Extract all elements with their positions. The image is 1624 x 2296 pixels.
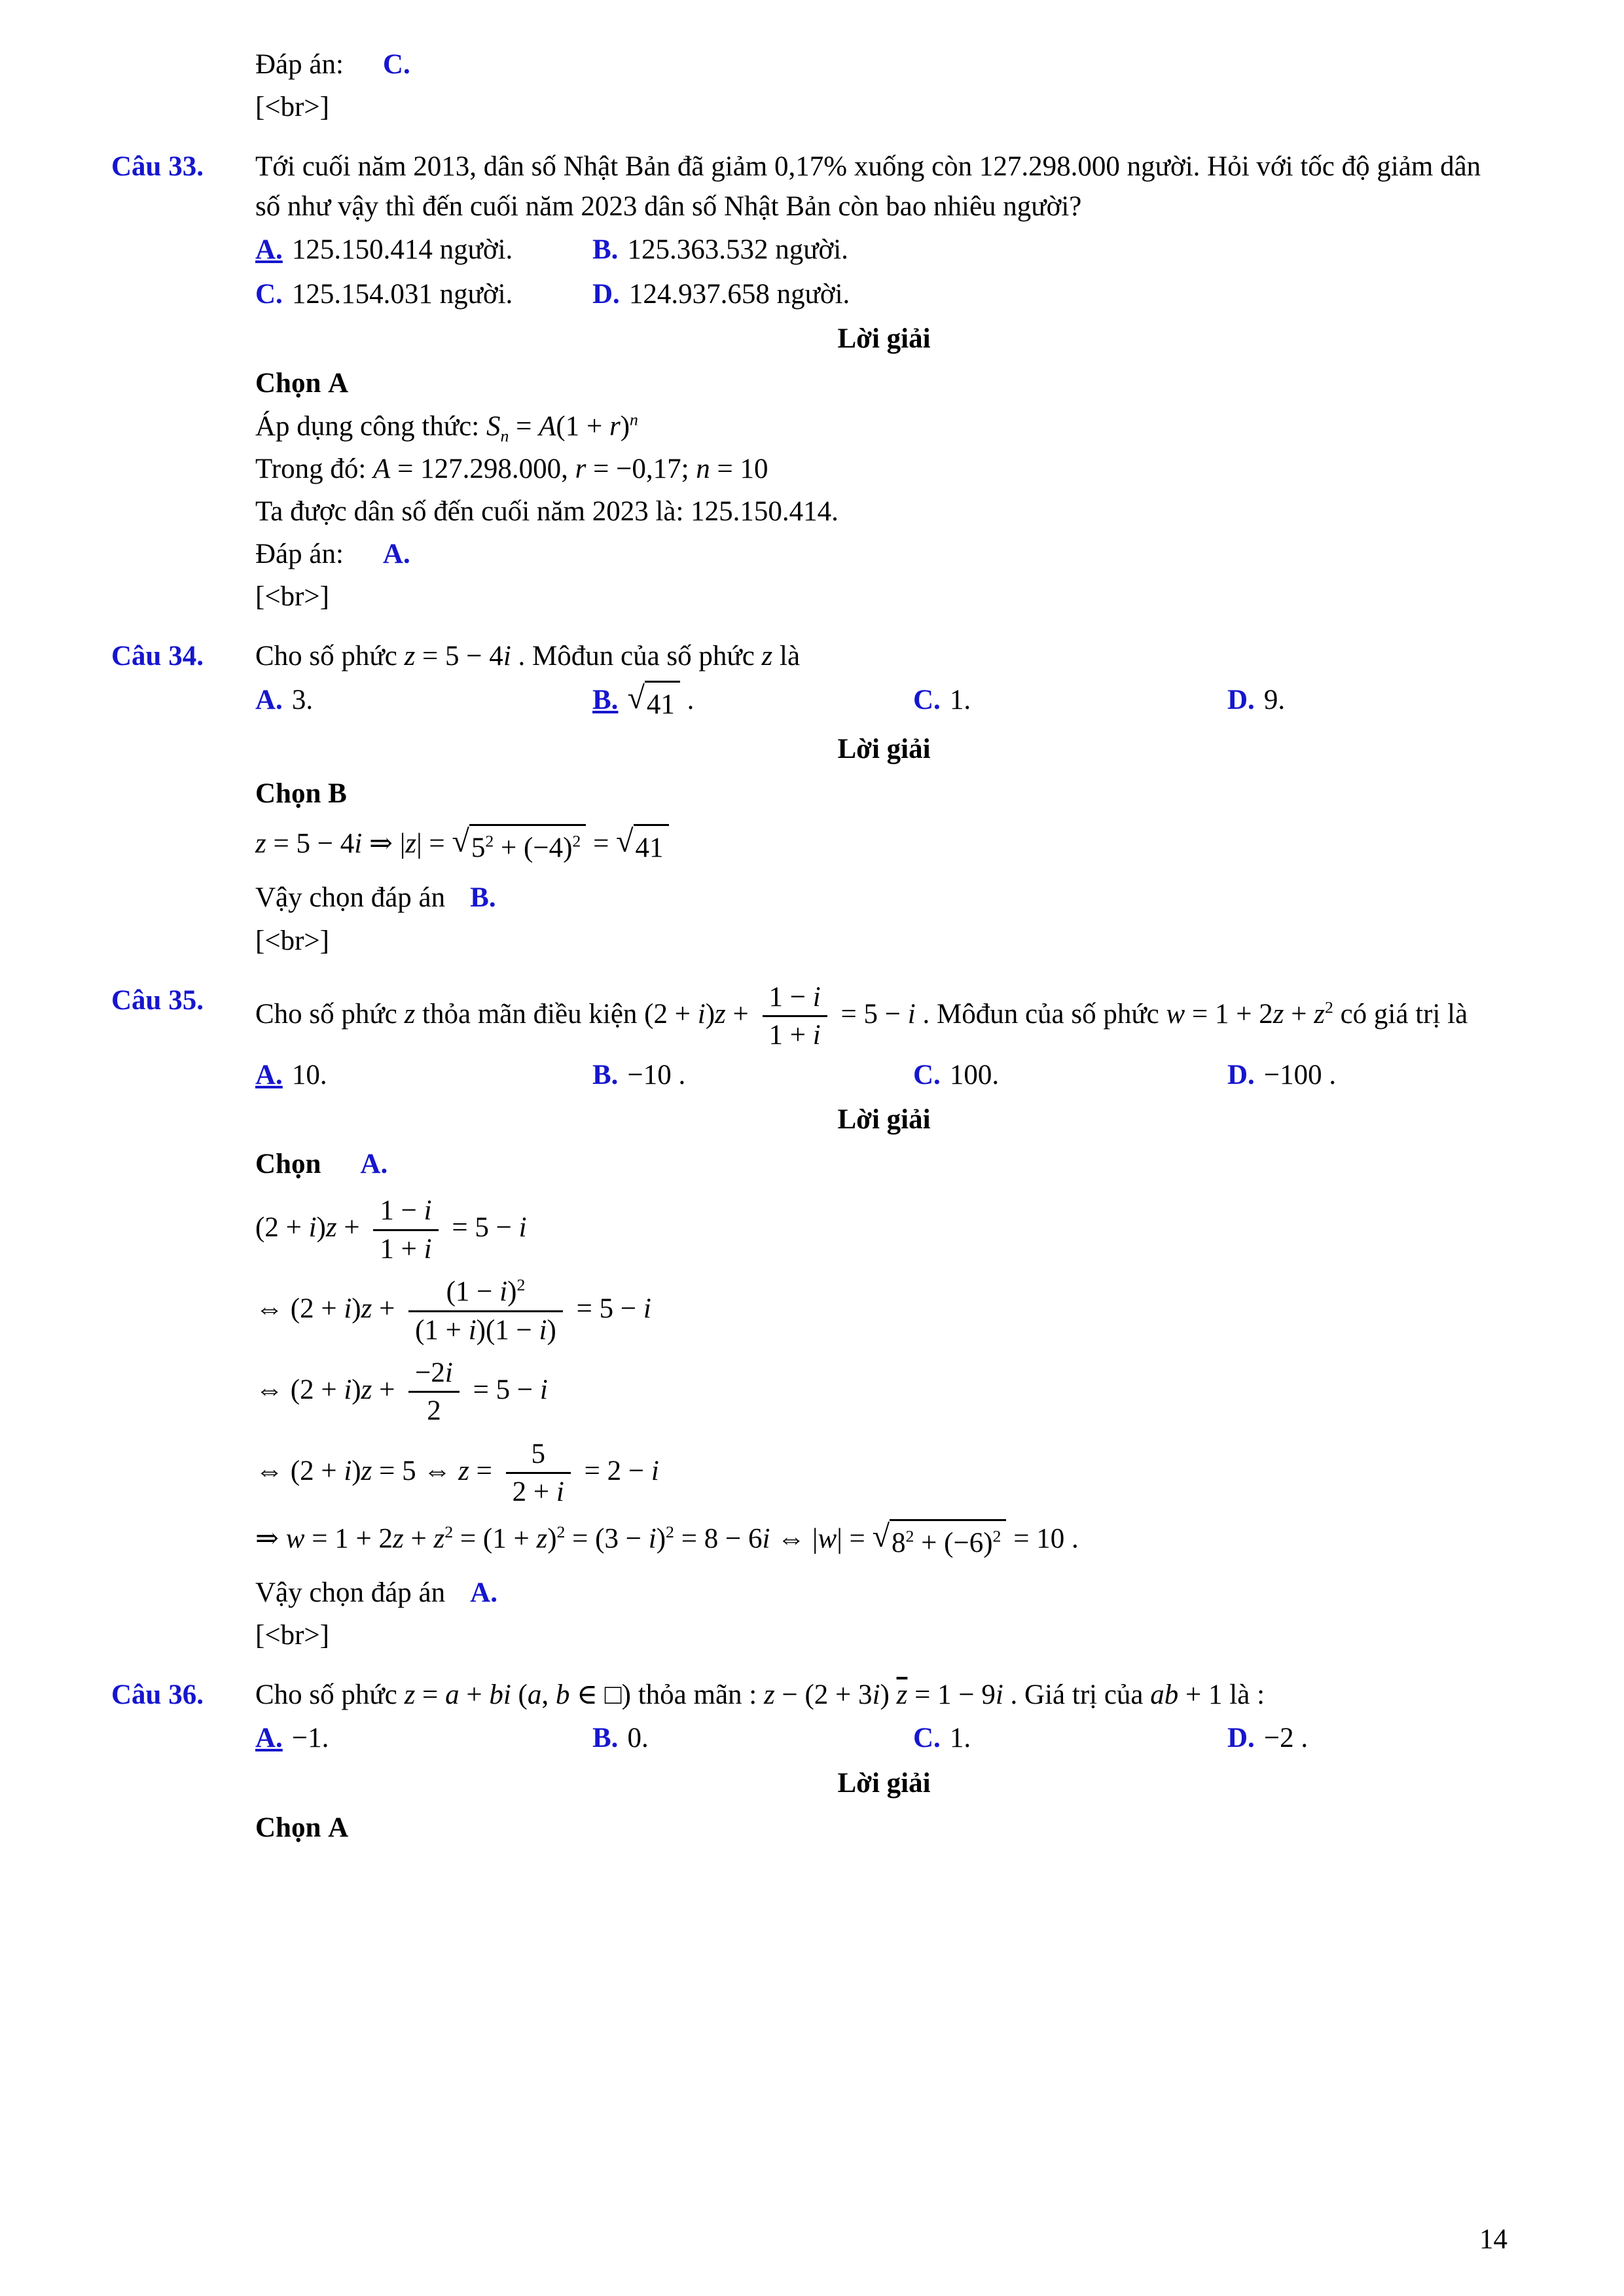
question-36 [111,1676,1513,1851]
chon-line [255,1808,1513,1848]
option-d [1227,681,1513,725]
option-b [592,1056,913,1095]
solution-line: ⇔ (2 + i)z + $\frac{(1 - i)^2}{(1 + i)(1 - i)}$ = 5 − i [255,1275,651,1346]
loi-giai-heading: Lời giải [837,323,931,355]
solution-line: ⇒ $w = 1 + 2z + z^2 = (1 + z)^2 = (3 - i)^2 = 8 - 6i$ ⇔ |w| = √ $8^2 + (-6)^2$ = 10 . [255,1519,1513,1563]
solution-line: ⇔ (2 + i)z = 5 ⇔ z = $\frac{5}{2 + i}$ = 2 − i [255,1438,659,1508]
chon-line [255,1145,1513,1184]
option-text: −1. [291,1723,329,1754]
solution-line: Áp dụng công thức: $S_n = A(1 + r)^n$ [255,410,638,446]
answer-header-block [111,42,1513,130]
option-c [913,1719,1227,1758]
option-letter: C. [913,684,941,715]
solution-line: z = 5 − 4i ⇒ |z| = √ $5^2 + (-4)^2$ = √ 41 [255,824,1513,868]
option-letter: A. [255,234,283,265]
loi-giai-heading: Lời giải [837,1767,931,1799]
br-marker: [<br>] [255,1620,329,1651]
option-d [1227,1056,1513,1095]
vay-chon-value: B. [470,882,496,914]
options-grid [255,681,1513,725]
vay-chon-line [255,1573,1513,1613]
option-text: 125.150.414 người. [291,234,513,265]
page-number: 14 [1479,2223,1507,2255]
dap-an-label: Đáp án: [255,49,344,80]
option-c [913,1056,1227,1095]
option-text: 125.154.031 người. [291,278,513,310]
dap-an-value: C. [382,49,410,80]
option-letter: D. [1227,1059,1255,1090]
option-letter: D. [1227,684,1255,715]
vay-chon-label: Vậy chọn đáp án [255,882,446,914]
option-text: 1. [949,1723,971,1754]
chon-value: A [328,368,349,399]
question-label: Câu 34. [111,641,204,672]
option-a [255,1056,592,1095]
chon-label: Chọn [255,368,321,399]
solution-line: ⇔ (2 + i)z + $\frac{-2i}{2}$ = 5 − i [255,1357,548,1427]
option-letter: D. [1227,1723,1255,1754]
option-text: 10. [291,1059,327,1090]
question-text: Cho số phức z = a + bi (a, b ∈ □) thỏa mãn : z − (2 + 3i) $\overline{z} = 1 - 9i$ . Giá trị của ab + 1 là : [255,1679,1265,1711]
chon-value: B [328,778,347,809]
loi-giai-heading: Lời giải [837,733,931,764]
option-letter: B. [592,234,619,265]
option-text: 9. [1263,684,1286,715]
option-letter: C. [913,1723,941,1754]
option-text: 100. [949,1059,1000,1090]
vay-chon-value: A. [470,1577,497,1608]
option-letter: B. [592,685,619,716]
option-c [255,275,592,314]
chon-value: A. [360,1149,388,1179]
chon-label: Chọn [255,778,321,809]
options-grid [255,1719,1513,1758]
dap-an-value: A. [382,539,410,570]
chon-value: A [328,1812,349,1843]
option-text: −100 . [1263,1059,1337,1090]
chon-label: Chọn [255,1812,321,1843]
dap-an-label: Đáp án: [255,539,344,570]
option-text: 124.937.658 người. [628,278,850,310]
options-grid [255,230,1513,314]
option-text: −10 . [627,1059,686,1090]
option-letter: B. [592,1059,619,1090]
option-c [913,681,1227,725]
option-text: 0. [627,1723,649,1754]
chon-line [255,774,1513,814]
dap-an-line [255,45,1513,84]
option-letter: D. [592,278,620,310]
solution-line: Ta được dân số đến cuối năm 2023 là: 125.150.414. [255,495,839,527]
br-marker: [<br>] [255,925,329,956]
option-b [592,1719,913,1758]
chon-label: Chọn [255,1149,321,1179]
option-text: 125.363.532 người. [627,234,848,265]
question-label: Câu 33. [111,151,204,183]
option-letter: C. [255,278,283,310]
chon-line [255,364,1513,403]
option-letter: A. [255,1723,283,1754]
option-letter: B. [592,1723,619,1754]
question-label: Câu 36. [111,1679,204,1711]
vay-chon-label: Vậy chọn đáp án [255,1577,446,1608]
vay-chon-line [255,878,1513,918]
option-b [592,230,1513,270]
option-d [1227,1719,1513,1758]
br-marker: [<br>] [255,92,329,123]
question-text: Cho số phức z thỏa mãn điều kiện (2 + i)z + $\frac{1 - i}{1 + i}$ = 5 − i . Môđun của số phức $w = 1 + 2z + z^2$ có giá trị là [255,981,1468,1051]
options-grid [255,1056,1513,1095]
question-text: Tới cuối năm 2013, dân số Nhật Bản đã giảm 0,17% xuống còn 127.298.000 người. Hỏi với tốc độ giảm dân số như vậy thì đến cuối năm 2023 dân số Nhật Bản còn bao nhiêu người? [255,151,1481,222]
option-text: 3. [291,684,314,715]
question-label: Câu 35. [111,984,204,1016]
solution-line: Trong đó: A = 127.298.000, r = −0,17; n = 10 [255,453,768,484]
question-35 [111,981,1513,1659]
option-a [255,681,592,725]
option-letter: A. [255,684,283,715]
option-a [255,230,592,270]
question-text: Cho số phức z = 5 − 4i . Môđun của số phức z là [255,641,801,672]
option-letter: C. [913,1059,941,1090]
question-33 [111,147,1513,620]
solution-line: (2 + i)z + $\frac{1 - i}{1 + i}$ = 5 − i [255,1195,527,1265]
br-marker: [<br>] [255,581,329,613]
option-d [592,275,1513,314]
option-letter: A. [255,1059,283,1090]
option-b [592,681,913,725]
option-text: −2 . [1263,1723,1308,1754]
option-text: 1. [949,684,971,715]
option-text: √ 41 . [627,685,694,715]
loi-giai-heading: Lời giải [837,1103,931,1135]
question-34 [111,637,1513,963]
option-a [255,1719,592,1758]
dap-an-line [255,535,1513,574]
